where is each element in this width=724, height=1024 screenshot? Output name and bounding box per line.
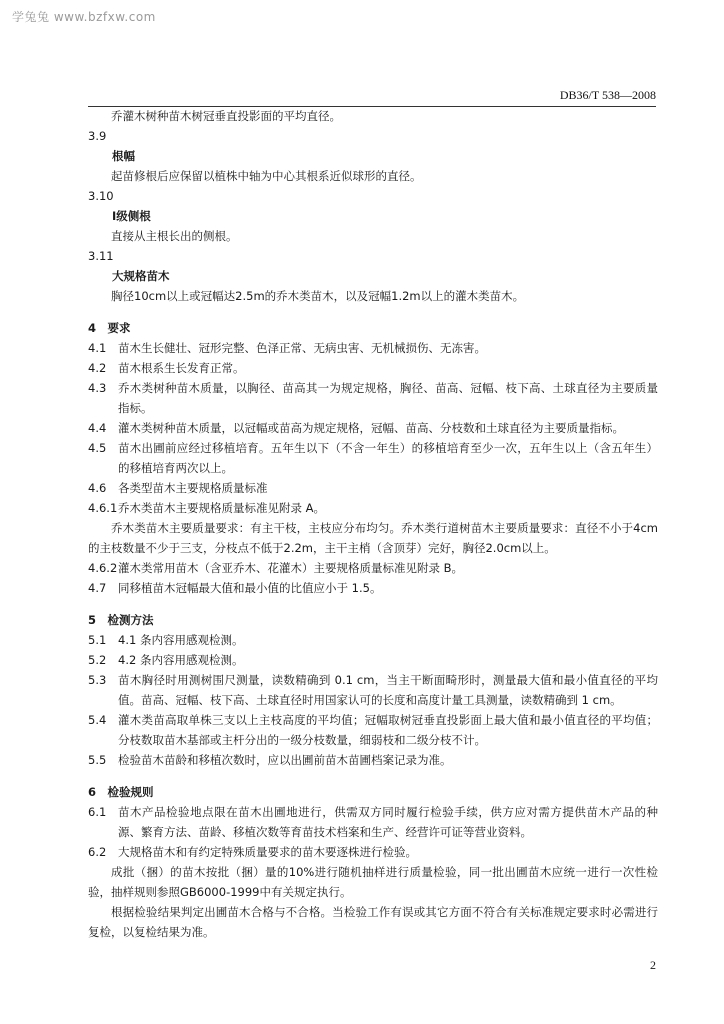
paragraph: 乔木类苗木主要质量要求：有主干枝，主枝应分布均匀。乔木类行道树苗木主要质量要求：直径不小于4cm的主枝数量不少于三支，分枝点不低于2.2m，主干主梢（含顶芽）完好，胸径2.0cm以上。 (88, 521, 658, 555)
clause-text: 4.1 条内容用感观检测。 (118, 633, 244, 647)
clause-text: 苗木胸径时用测树围尺测量，读数精确到 0.1 cm，当主干断面畸形时，测量最大值和最小值直径的平均值。苗高、冠幅、枝下高、土球直径时用国家认可的长度和高度计量工具测量，读数精确到 1 cm。 (118, 673, 658, 707)
clause-number: 4.7 (88, 581, 107, 595)
paragraph: 起苗修根后应保留以植株中轴为中心其根系近似球形的直径。 (111, 169, 422, 183)
page-number: 2 (650, 958, 656, 972)
clause-number: 5.3 (88, 673, 107, 687)
clause-text: 乔木类苗木主要规格质量标准见附录 A。 (118, 501, 326, 515)
watermark: 学兔兔 www.bzfxw.com (12, 10, 156, 24)
clause-text: 检验苗木苗龄和移植次数时，应以出圃前苗木苗圃档案记录为准。 (118, 753, 452, 767)
clause-number: 4.6.2 (88, 561, 118, 575)
clause (88, 578, 658, 598)
clause (88, 478, 658, 498)
clause (88, 630, 658, 650)
clause-text: 灌木类常用苗木（含亚乔木、花灌木）主要规格质量标准见附录 B。 (118, 561, 464, 575)
paragraph: 乔灌木树种苗木树冠垂直投影面的平均直径。 (111, 109, 341, 123)
clause-number: 4.4 (88, 421, 107, 435)
paragraph: 根据检验结果判定出圃苗木合格与不合格。当检验工作有误或其它方面不符合有关标准规定要求时必需进行复检，以复检结果为准。 (88, 905, 658, 939)
clause (88, 670, 658, 710)
definition-number: 3.11 (88, 249, 114, 263)
section-heading: 4 要求 (88, 321, 131, 335)
clause-number: 5.4 (88, 713, 107, 727)
clause-number: 4.6.1 (88, 501, 118, 515)
clause (88, 750, 658, 770)
clause-number: 5.5 (88, 753, 107, 767)
definition-number: 3.10 (88, 189, 114, 203)
clause-text: 苗木出圃前应经过移植培育。五年生以下（不含一年生）的移植培育至少一次，五年生以上（含五年生）的移植培育两次以上。 (118, 441, 658, 475)
clause-number: 4.6 (88, 481, 107, 495)
clause-number: 5.2 (88, 653, 107, 667)
clause (88, 378, 658, 418)
clause (88, 802, 658, 842)
clause-text: 苗木生长健壮、冠形完整、色泽正常、无病虫害、无机械损伤、无冻害。 (118, 341, 486, 355)
term-heading: Ⅰ级侧根 (112, 209, 151, 223)
paragraph: 直接从主根长出的侧根。 (111, 229, 238, 243)
clause-number: 6.2 (88, 845, 107, 859)
clause (88, 842, 658, 862)
document-code: DB36/T 538—2008 (559, 88, 656, 102)
clause (88, 710, 658, 750)
clause-text: 乔木类树种苗木质量，以胸径、苗高其一为规定规格，胸径、苗高、冠幅、枝下高、土球直径为主要质量指标。 (118, 381, 658, 415)
clause-number: 6.1 (88, 805, 107, 819)
term-heading: 根幅 (112, 149, 135, 163)
clause (88, 338, 658, 358)
clause (88, 358, 658, 378)
clause (88, 418, 658, 438)
section-heading: 5 检测方法 (88, 613, 154, 627)
clause-number: 4.3 (88, 381, 107, 395)
clause (88, 438, 658, 478)
term-heading: 大规格苗木 (112, 269, 170, 283)
paragraph: 成批（捆）的苗木按批（捆）量的10%进行随机抽样进行质量检验，同一批出圃苗木应统一进行一次性检验，抽样规则参照GB6000-1999中有关规定执行。 (88, 865, 658, 899)
clause-text: 同移植苗木冠幅最大值和最小值的比值应小于 1.5。 (118, 581, 382, 595)
clause-number: 4.1 (88, 341, 107, 355)
clause-text: 苗木产品检验地点限在苗木出圃地进行，供需双方同时履行检验手续，供方应对需方提供苗木产品的种源、繁育方法、苗龄、移植次数等育苗技术档案和生产、经营许可证等营业资料。 (118, 805, 658, 839)
paragraph: 胸径10cm以上或冠幅达2.5m的乔木类苗木，以及冠幅1.2m以上的灌木类苗木。 (111, 289, 525, 303)
clause-text: 灌木类树种苗木质量，以冠幅或苗高为规定规格，冠幅、苗高、分枝数和土球直径为主要质量指标。 (118, 421, 624, 435)
clause-number: 5.1 (88, 633, 107, 647)
clause-number: 4.5 (88, 441, 107, 455)
document-body (88, 106, 658, 942)
clause-text: 4.2 条内容用感观检测。 (118, 653, 244, 667)
clause (88, 498, 658, 518)
definition-number: 3.9 (88, 129, 107, 143)
clause (88, 650, 658, 670)
clause-text: 大规格苗木和有约定特殊质量要求的苗木要逐株进行检验。 (118, 845, 417, 859)
clause-text: 灌木类苗高取单株三支以上主枝高度的平均值；冠幅取树冠垂直投影面上最大值和最小值直径的平均值；分枝数取苗木基部或主杆分出的一级分枝数量，细弱枝和二级分枝不计。 (118, 713, 658, 747)
section-heading: 6 检验规则 (88, 785, 154, 799)
clause (88, 558, 658, 578)
clause-text: 各类型苗木主要规格质量标准 (118, 481, 268, 495)
clause-text: 苗木根系生长发育正常。 (118, 361, 245, 375)
clause-number: 4.2 (88, 361, 107, 375)
